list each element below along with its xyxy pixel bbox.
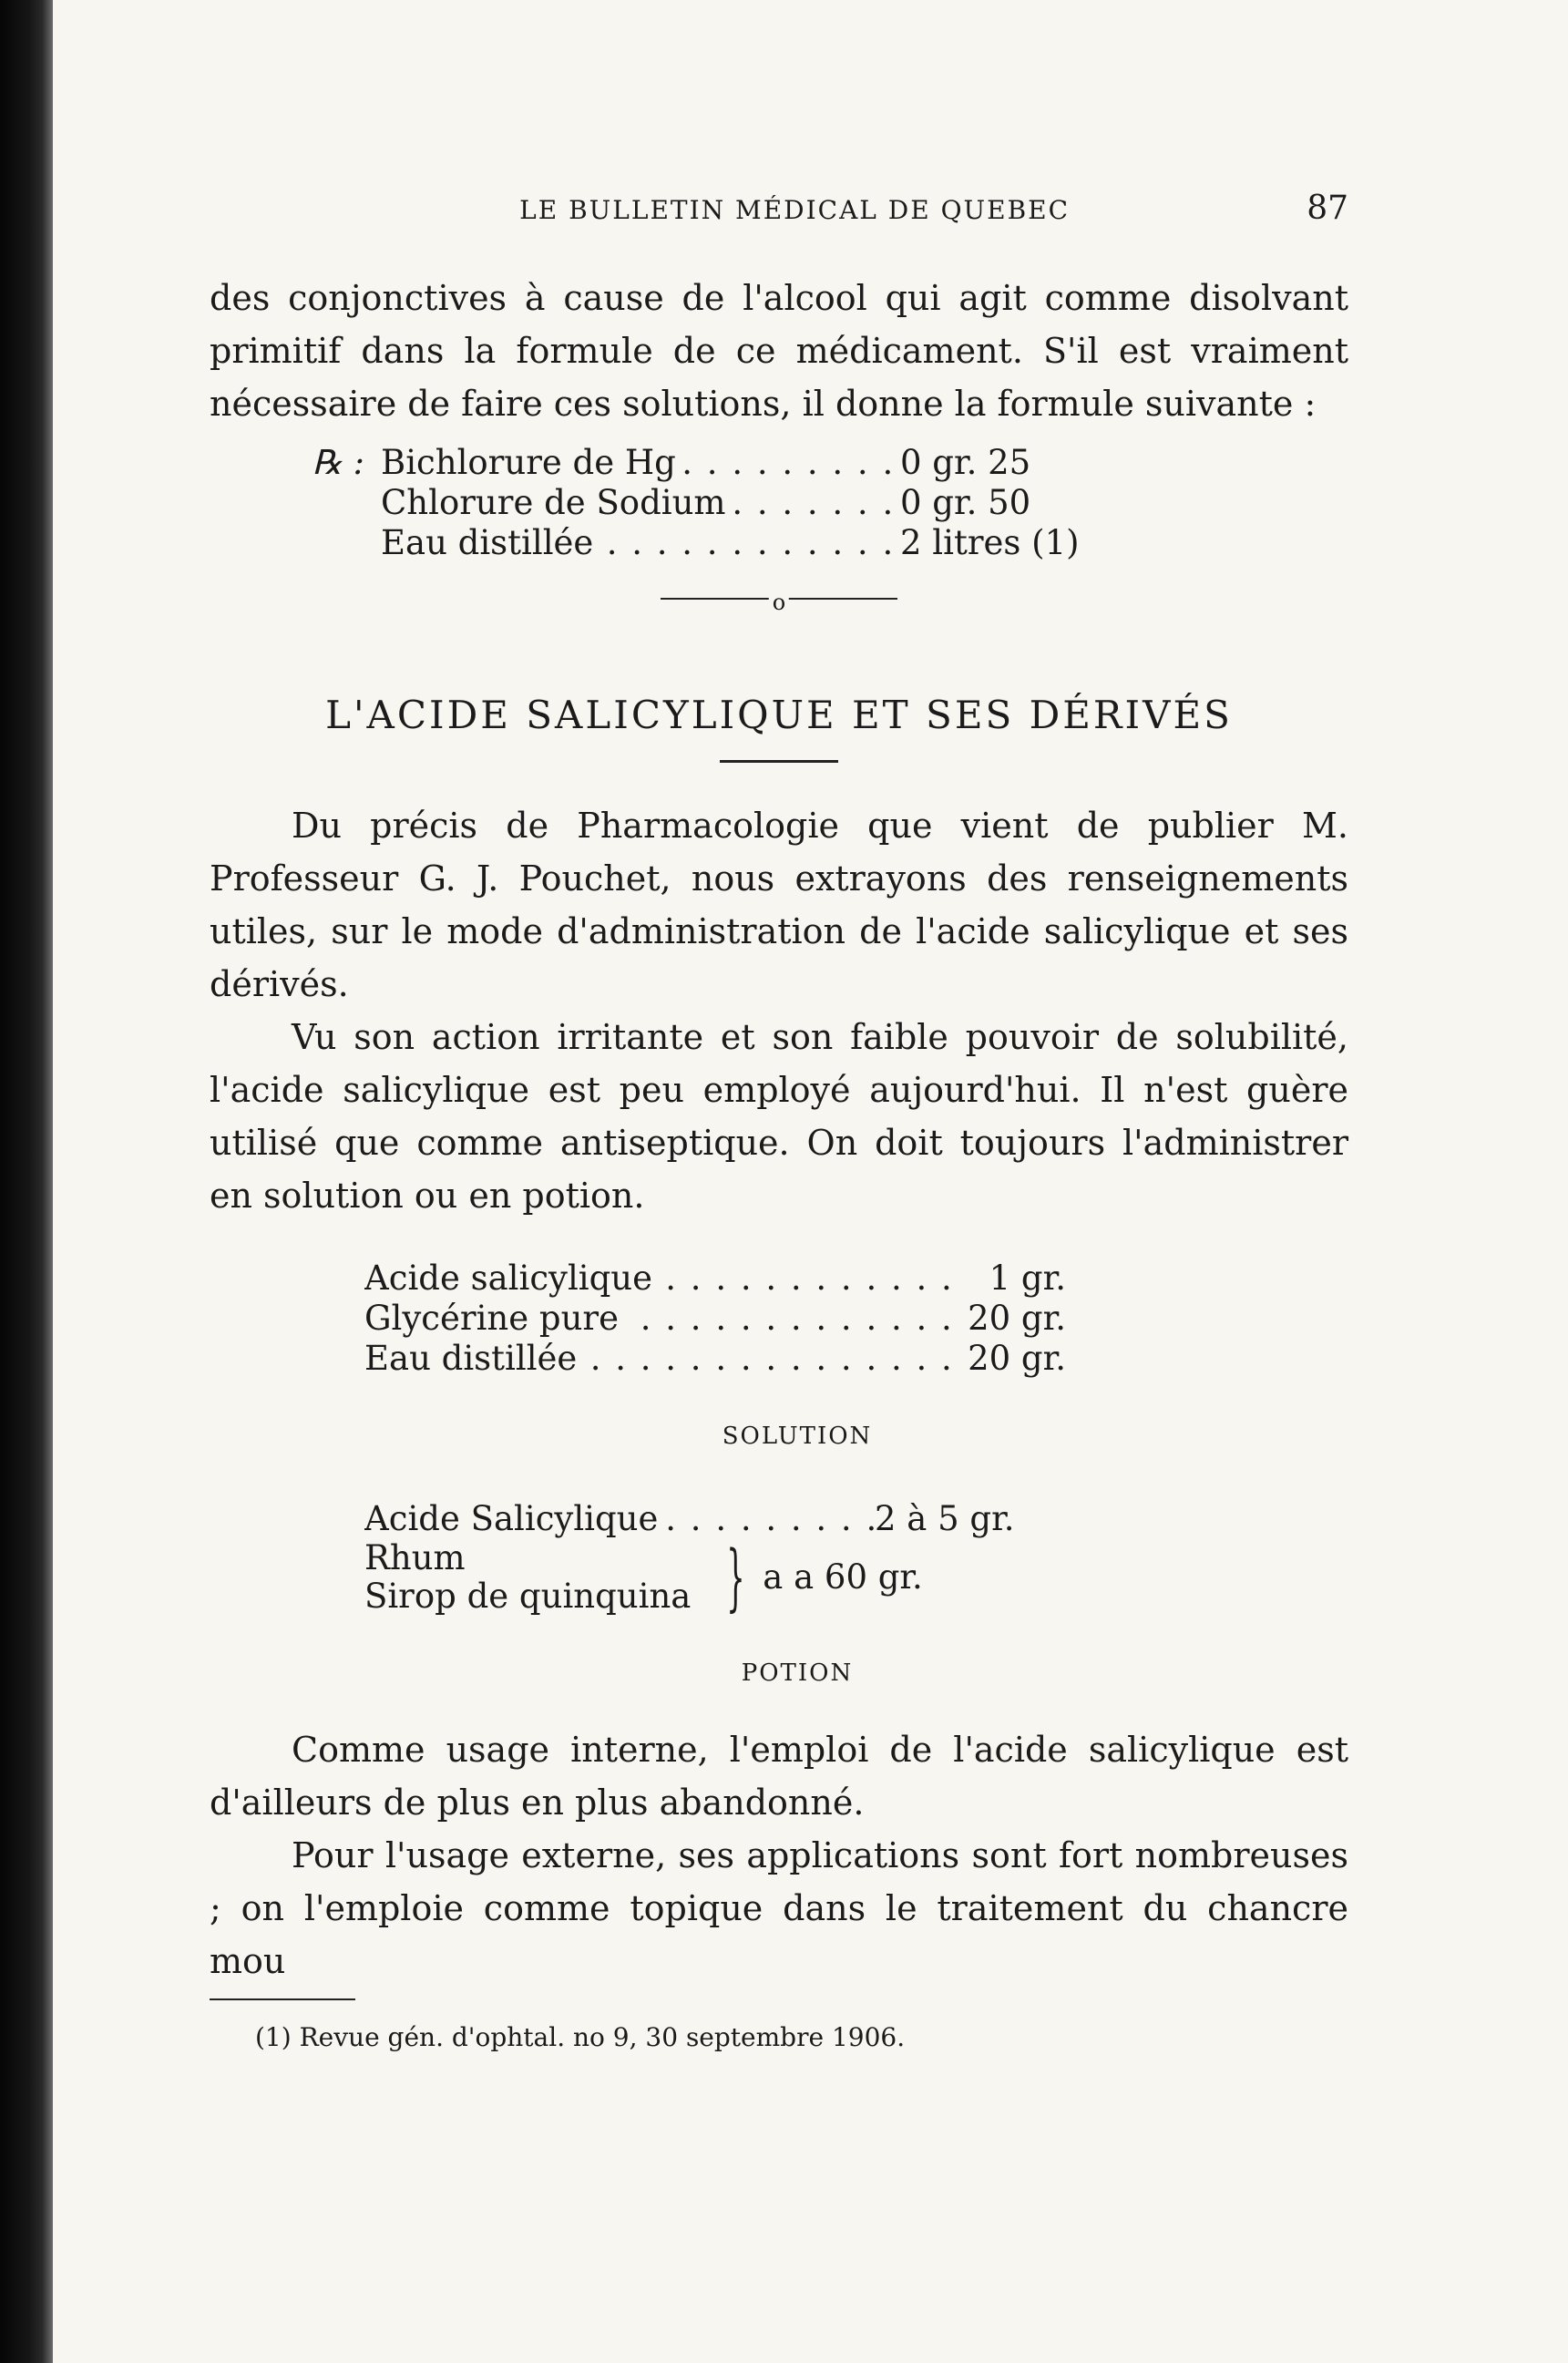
footnote-rule [210,1998,355,2000]
section-separator [661,589,897,615]
page-number: 87 [1307,190,1348,227]
recipe-symbol: ℞ : [312,443,364,482]
formula-mercury-solution [282,443,1348,563]
quantity: 1 gr. [989,1259,1066,1298]
quantity: a a 60 gr. [763,1557,923,1597]
book-binding-edge [0,0,53,2363]
quantity: 2 litres (1) [900,523,1080,562]
quantity: 0 gr. 25 [900,443,1031,482]
paragraph: Comme usage interne, l'emploi de l'acide salicylique est d'ailleurs de plus en plus abandonné. [210,1730,1348,1823]
quantity: 20 gr. [968,1299,1066,1338]
formula-row [282,523,1348,563]
formula-label-solution: SOLUTION [722,1423,873,1450]
formula-solution [364,1259,1348,1379]
running-title: LE BULLETIN MÉDICAL DE QUEBEC [519,195,1071,225]
ingredient: Eau distillée . . . [381,523,900,563]
ingredient: Glycérine pure . . . [364,1299,966,1339]
ingredient: Eau distillée . . . [364,1339,966,1379]
formula-row [282,443,1348,483]
ingredient: Chlorure de Sodium . . . [381,483,900,523]
ingredient: Rhum [364,1538,466,1577]
intro-paragraph: des conjonctives à cause de l'alcool qui agit comme disolvant primitif dans la formule de ce médicament. S'il est vraiment nécessaire de faire ces solutions, il donne la formule suivante : [210,278,1348,424]
formula-row [364,1339,1348,1379]
quantity: 2 à 5 gr. [875,1499,1015,1538]
paragraph: Du précis de Pharmacologie que vient de publier M. Professeur G. J. Pouchet, nous extrayons des renseignements utiles, sur le mode d'administration de l'acide salicylique et ses dérivés. [210,806,1348,1004]
ingredient: Bichlorure de Hg . . . [381,443,900,483]
formula-row [364,1299,1348,1339]
separator-mark: o [769,576,789,629]
formula-label-potion: POTION [741,1659,854,1687]
quantity: 0 gr. 50 [900,483,1031,522]
formula-row [364,1499,1348,1539]
article-title: L'ACIDE SALICYLIQUE ET SES DÉRIVÉS [325,693,1233,737]
braced-ingredients [364,1535,1348,1619]
paragraph: Vu son action irritante et son faible pouvoir de solubilité, l'acide salicylique est peu employé aujourd'hui. Il n'est guère utilisé que comme antiseptique. On doit toujours l'administrer en solution ou en potion. [210,1017,1348,1216]
brace-icon: } [726,1535,745,1619]
ingredient: Acide salicylique . . . [364,1259,966,1299]
formula-row [282,483,1348,523]
title-rule [720,760,838,763]
page-content [210,182,1348,2064]
footnote: (1) Revue gén. d'ophtal. no 9, 30 septembre 1906. [255,2022,906,2052]
running-header [210,182,1348,237]
ingredient: Acide Salicylique . . . [364,1499,875,1539]
formula-row [364,1259,1348,1299]
paragraph: Pour l'usage externe, ses applications sont fort nombreuses ; on l'emploie comme topique dans le traitement du chancre mou [210,1835,1348,1981]
quantity: 20 gr. [968,1339,1066,1378]
formula-potion [364,1499,1348,1619]
ingredient: Sirop de quinquina [364,1577,692,1616]
